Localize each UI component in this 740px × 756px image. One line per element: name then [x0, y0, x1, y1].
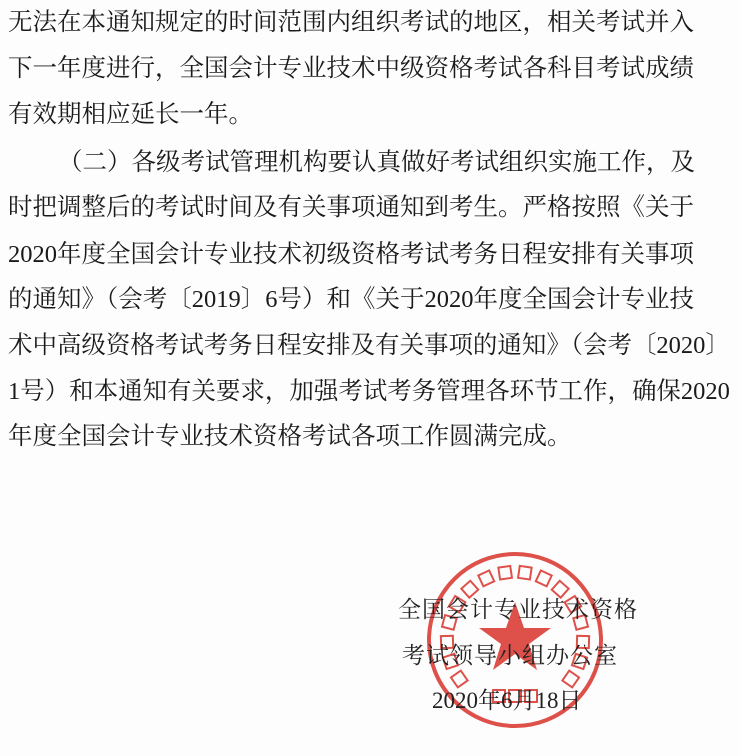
body-line: 1号）和本通知有关要求，加强考试考务管理各环节工作，确保2020 [8, 378, 730, 405]
signature-org-line2: 考试领导小组办公室 [402, 643, 618, 668]
body-line: 下一年度进行，全国会计专业技术中级资格考试各科目考试成绩 [8, 55, 694, 82]
signature-date: 2020年6月18日 [432, 688, 582, 713]
body-line: 年度全国会计专业技术资格考试各项工作圆满完成。 [8, 423, 572, 450]
body-line: 术中高级资格考试考务日程安排及有关事项的通知》（会考〔2020〕 [8, 332, 730, 359]
seal-character-mark [478, 570, 494, 586]
seal-character-mark [498, 566, 512, 580]
body-line: 有效期相应延长一年。 [8, 101, 253, 128]
body-line: 时把调整后的考试时间及有关事项通知到考生。严格按照《关于 [8, 194, 694, 221]
body-line: 无法在本通知规定的时间范围内组织考试的地区，相关考试并入 [8, 9, 694, 36]
seal-character-mark [451, 671, 468, 688]
body-line: （二）各级考试管理机构要认真做好考试组织实施工作，及 [58, 149, 695, 176]
body-line: 的通知》（会考〔2019〕6号）和《关于2020年度全国会计专业技 [8, 286, 694, 313]
body-line: 2020年度全国会计专业技术初级资格考试考务日程安排有关事项 [8, 241, 694, 268]
seal-character-mark [562, 671, 579, 688]
seal-character-mark [518, 566, 532, 580]
seal-character-mark [536, 570, 552, 586]
signature-org-line1: 全国会计专业技术资格 [398, 597, 638, 622]
